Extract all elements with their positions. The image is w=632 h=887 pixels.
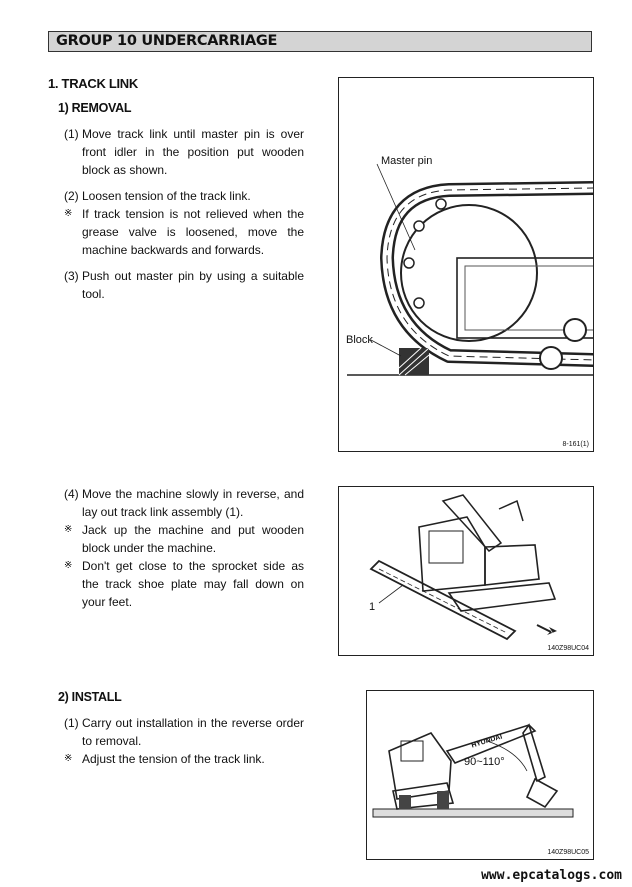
footer-url-link[interactable]: www.epcatalogs.com <box>481 868 622 883</box>
install-title: 2) INSTALL <box>58 690 122 704</box>
note-3: ※ Don't get close to the sprocket side as the track shoe plate may fall down on your feet. <box>64 559 304 609</box>
note-1: ※ If track tension is not relieved when the grease valve is loosened, move the machine backwards and forwards. <box>64 207 304 257</box>
figure-track-idler <box>338 77 594 452</box>
install-note-1: ※ Adjust the tension of the track link. <box>64 752 265 766</box>
step-2: (2) Loosen tension of the track link. <box>64 189 251 203</box>
install-steps <box>64 714 304 768</box>
removal-steps-a <box>64 125 304 303</box>
figure-caption: 140Z98UC04 <box>547 645 589 652</box>
install-step-1: (1) Carry out installation in the reverse order to removal. <box>64 716 304 748</box>
angle-label: 90~110° <box>464 756 505 768</box>
figure-caption: 8-161(1) <box>562 441 589 448</box>
track-idler-drawing <box>339 78 594 452</box>
brand-text: HYUNDAI <box>470 733 504 750</box>
removal-title: 1) REMOVAL <box>58 101 132 115</box>
install-drawing <box>367 691 594 860</box>
block-label: Block <box>346 334 373 346</box>
figure-install <box>366 690 594 860</box>
note-2: ※ Jack up the machine and put wooden block under the machine. <box>64 523 304 555</box>
step-1: (1) Move track link until master pin is over front idler in the position put wooden block as shown. <box>64 127 304 177</box>
figure-caption: 140Z98UC05 <box>547 849 589 856</box>
step-4: (4) Move the machine slowly in reverse, and lay out track link assembly (1). <box>64 487 304 519</box>
master-pin-label: Master pin <box>381 155 433 167</box>
track-link-label: 1 <box>369 601 376 613</box>
removal-steps-b <box>64 485 304 611</box>
group-title-bar: GROUP 10 UNDERCARRIAGE <box>48 31 592 52</box>
figure-track-layout <box>338 486 594 656</box>
step-3: (3) Push out master pin by using a suitable tool. <box>64 269 304 301</box>
section-title: 1. TRACK LINK <box>48 76 138 91</box>
track-layout-drawing <box>339 487 594 656</box>
